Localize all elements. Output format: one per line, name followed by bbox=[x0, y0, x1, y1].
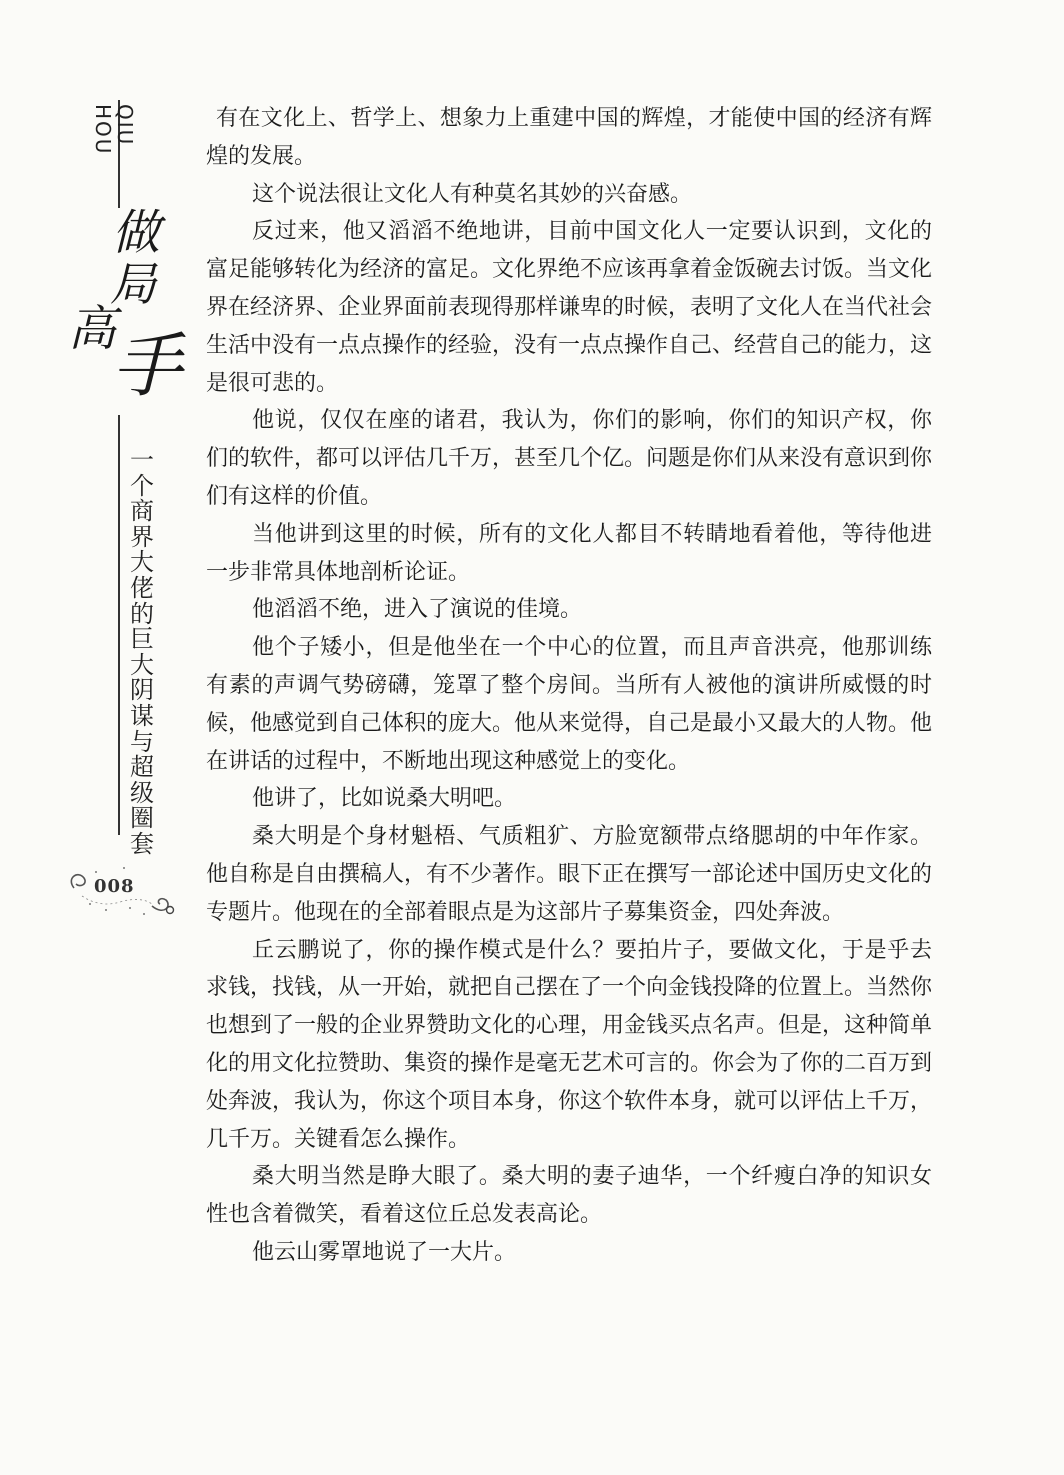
series-pinyin bbox=[92, 104, 136, 155]
paragraph: 桑大明当然是睁大眼了。桑大明的妻子迪华，一个纤瘦白净的知识女性也含着微笑，看着这位丘总发表高论。 bbox=[206, 1164, 932, 1228]
pinyin-line-1: QIU bbox=[113, 104, 137, 147]
book-subtitle: 一个商界大佬的巨大阴谋与超级圈套 bbox=[130, 446, 154, 858]
calligraphy-char-1: 做 bbox=[112, 205, 161, 261]
pinyin-line-2: HOU bbox=[91, 104, 115, 156]
margin-rule-middle bbox=[118, 415, 120, 835]
paragraph: 有在文化上、哲学上、想象力上重建中国的辉煌，才能使中国的经济有辉煌的发展。 bbox=[206, 106, 932, 169]
paragraph: 桑大明是个身材魁梧、气质粗犷、方脸宽额带点络腮胡的中年作家。他自称是自由撰稿人，有不少著作。眼下正在撰写一部论述中国历史文化的专题片。他现在的全部着眼点是为这部片子募集资金，四处奔波。 bbox=[206, 824, 933, 925]
paragraph: 他个子矮小，但是他坐在一个中心的位置，而且声音洪亮，他那训练有素的声调气势磅礴，笼罩了整个房间。当所有人被他的演讲所威慑的时候，他感觉到自己体积的庞大。他从来觉得，自己是最小又最大的人物。他在讲话的过程中，不断地出现这种感觉上的变化。 bbox=[206, 635, 933, 774]
calligraphy-char-3: 高 bbox=[68, 301, 117, 357]
calligraphy-char-4: 手 bbox=[112, 325, 182, 407]
paragraph: 他讲了，比如说桑大明吧。 bbox=[252, 786, 517, 812]
paragraph: 丘云鹏说了，你的操作模式是什么？要拍片子，要做文化，于是乎去求钱，找钱，从一开始，就把自己摆在了一个向金钱投降的位置上。当然你也想到了一般的企业界赞助文化的心理，用金钱买点名声。但是，这种简单化的用文化拉赞助、集资的操作是毫无艺术可言的。你会为了你的二百万到处奔波，我认为，你这个项目本身，你这个软件本身，就可以评估上千万，几千万。关键看怎么操作。 bbox=[206, 937, 933, 1152]
paragraph: 这个说法很让文化人有种莫名其妙的兴奋感。 bbox=[252, 181, 693, 207]
paragraph: 他云山雾罩地说了一大片。 bbox=[252, 1239, 517, 1265]
calligraphy-title bbox=[60, 198, 190, 407]
page-number-ornament bbox=[60, 858, 180, 928]
calligraphy-char-2: 局 bbox=[110, 257, 156, 311]
paragraph: 当他讲到这里的时候，所有的文化人都目不转睛地看着他，等待他进一步非常具体地剖析论证。 bbox=[206, 521, 932, 585]
paragraph: 他滔滔不绝，进入了演说的佳境。 bbox=[252, 597, 583, 623]
page-number: 008 bbox=[94, 876, 135, 897]
paragraph: 反过来，他又滔滔不绝地讲，目前中国文化人一定要认识到，文化的富足能够转化为经济的富足。文化界绝不应该再拿着金饭碗去讨饭。当文化界在经济界、企业界面前表现得那样谦卑的时候，表明了文化人在当代社会生活中没有一点点操作的经验，没有一点点操作自己、经营自己的能力，这是很可悲的。 bbox=[206, 219, 933, 396]
paragraph: 他说，仅仅在座的诸君，我认为，你们的影响，你们的知识产权，你们的软件，都可以评估几千万，甚至几个亿。问题是你们从来没有意识到你们有这样的价值。 bbox=[206, 408, 933, 509]
body-text bbox=[206, 100, 932, 1272]
